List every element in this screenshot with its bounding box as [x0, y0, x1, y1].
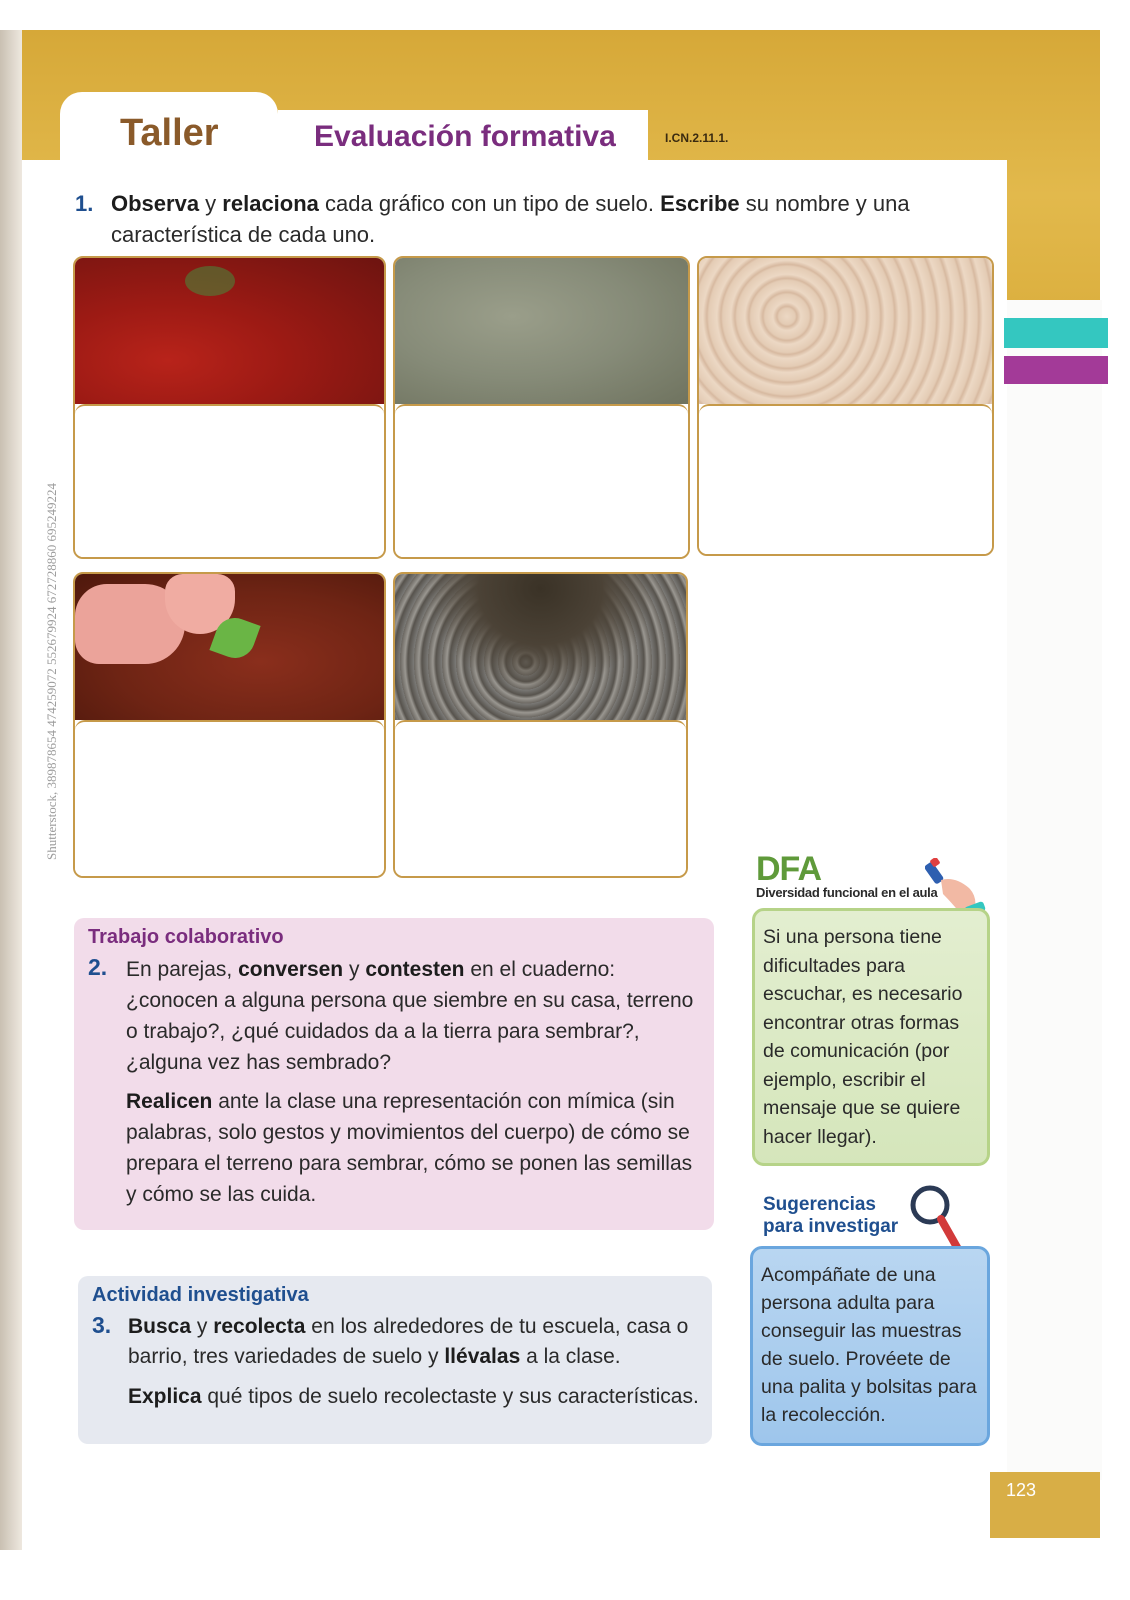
rocky-soil-photo	[395, 574, 686, 720]
soil-card-sand	[697, 256, 994, 556]
keyword: Explica	[128, 1385, 202, 1408]
question-number: 3.	[92, 1312, 112, 1338]
collaborative-paragraph-1	[126, 954, 696, 1078]
suggestions-text: Acompáñate de una persona adulta para conseguir las muestras de suelo. Provéete de una palita y bolsitas para la recolección.	[761, 1264, 977, 1426]
decor-stripe-teal	[1004, 318, 1108, 348]
decor-stripe-purple	[1004, 356, 1108, 384]
keyword: Realicen	[126, 1090, 213, 1113]
text-run: qué tipos de suelo recolectaste y sus características.	[201, 1385, 699, 1408]
dfa-box	[752, 908, 990, 1166]
right-margin	[1007, 300, 1102, 1480]
keyword: recolecta	[213, 1315, 306, 1338]
photo-credit: Shutterstock, 389878654 474259072 552679924 672728860 695249224	[44, 483, 59, 860]
question-text	[75, 188, 955, 250]
keyword: llévalas	[444, 1345, 521, 1368]
investigative-paragraph-2	[128, 1382, 703, 1412]
text-run: en los alrededores de tu escuela, casa o barrio, tres variedades de suelo y	[128, 1315, 689, 1368]
page-number: 123	[1006, 1480, 1037, 1500]
suggestions-title-line-1: Sugerencias	[763, 1194, 876, 1215]
answer-box[interactable]	[75, 404, 384, 557]
soil-card-red	[73, 256, 386, 559]
text-run: a la clase.	[520, 1345, 621, 1368]
skill-code: I.CN.2.11.1.	[665, 131, 729, 145]
tab-taller	[60, 92, 278, 172]
keyword: conversen	[238, 958, 344, 981]
suggestions-box	[750, 1246, 990, 1446]
sandy-soil-photo	[699, 258, 992, 404]
dfa-logo: DFA	[756, 850, 821, 888]
question-1	[75, 188, 955, 250]
collaborative-title: Trabajo colaborativo	[88, 926, 284, 948]
collaborative-paragraph-2	[126, 1086, 701, 1210]
magnifier-icon	[906, 1183, 966, 1255]
keyword: relaciona	[222, 191, 319, 216]
dfa-subtitle: Diversidad funcional en el aula	[756, 885, 938, 900]
soil-card-rocky	[393, 572, 688, 878]
question-number: 1.	[75, 191, 94, 216]
gray-soil-photo	[395, 258, 688, 404]
suggestions-title	[763, 1194, 898, 1238]
text-run: su nombre y una característica de cada uno.	[111, 191, 910, 247]
keyword: contesten	[365, 958, 465, 981]
keyword: Escribe	[660, 191, 740, 216]
answer-box[interactable]	[75, 720, 384, 876]
dfa-text: Si una persona tiene dificultades para escuchar, es necesario encontrar otras formas de comunicación (por ejemplo, escribir el mensaje que se quiere hacer llegar).	[763, 926, 963, 1148]
soil-card-humus	[73, 572, 386, 878]
text-run: ante la clase una representación con mímica (sin palabras, solo gestos y movimientos del cuerpo) de cómo se prepara el terreno para sembrar, cómo se ponen las semillas y cómo se las cuida.	[126, 1090, 693, 1206]
suggestions-title-line-2: para investigar	[763, 1216, 899, 1237]
page-spine	[0, 30, 22, 1550]
answer-box[interactable]	[699, 404, 992, 554]
collaborative-work-box	[74, 918, 714, 1230]
section-title-tab	[278, 110, 648, 166]
section-title: Evaluación formativa	[314, 120, 616, 153]
text-run: y	[199, 191, 223, 216]
text-run: y	[191, 1315, 214, 1338]
investigative-activity-box	[78, 1276, 712, 1444]
soil-card-gray	[393, 256, 690, 559]
answer-box[interactable]	[395, 720, 686, 876]
bottom-margin	[0, 1550, 1130, 1600]
investigative-title: Actividad investigativa	[92, 1284, 309, 1306]
text-run: cada gráfico con un tipo de suelo.	[318, 191, 661, 216]
text-run: y	[343, 958, 366, 981]
text-run: En parejas,	[126, 958, 239, 981]
text-run: en el cuaderno: ¿conocen a alguna persona que siembre en su casa, terreno o trabajo?, ¿qué cuidados da a la tierra para sembrar?, ¿alguna vez has sembrado?	[126, 958, 694, 1074]
keyword: Busca	[128, 1315, 192, 1338]
answer-box[interactable]	[395, 404, 688, 557]
tab-taller-label: Taller	[120, 112, 219, 154]
red-soil-photo	[75, 258, 384, 404]
humus-soil-photo	[75, 574, 384, 720]
investigative-paragraph-1	[128, 1312, 698, 1372]
question-number: 2.	[88, 954, 108, 980]
keyword: Observa	[111, 191, 200, 216]
